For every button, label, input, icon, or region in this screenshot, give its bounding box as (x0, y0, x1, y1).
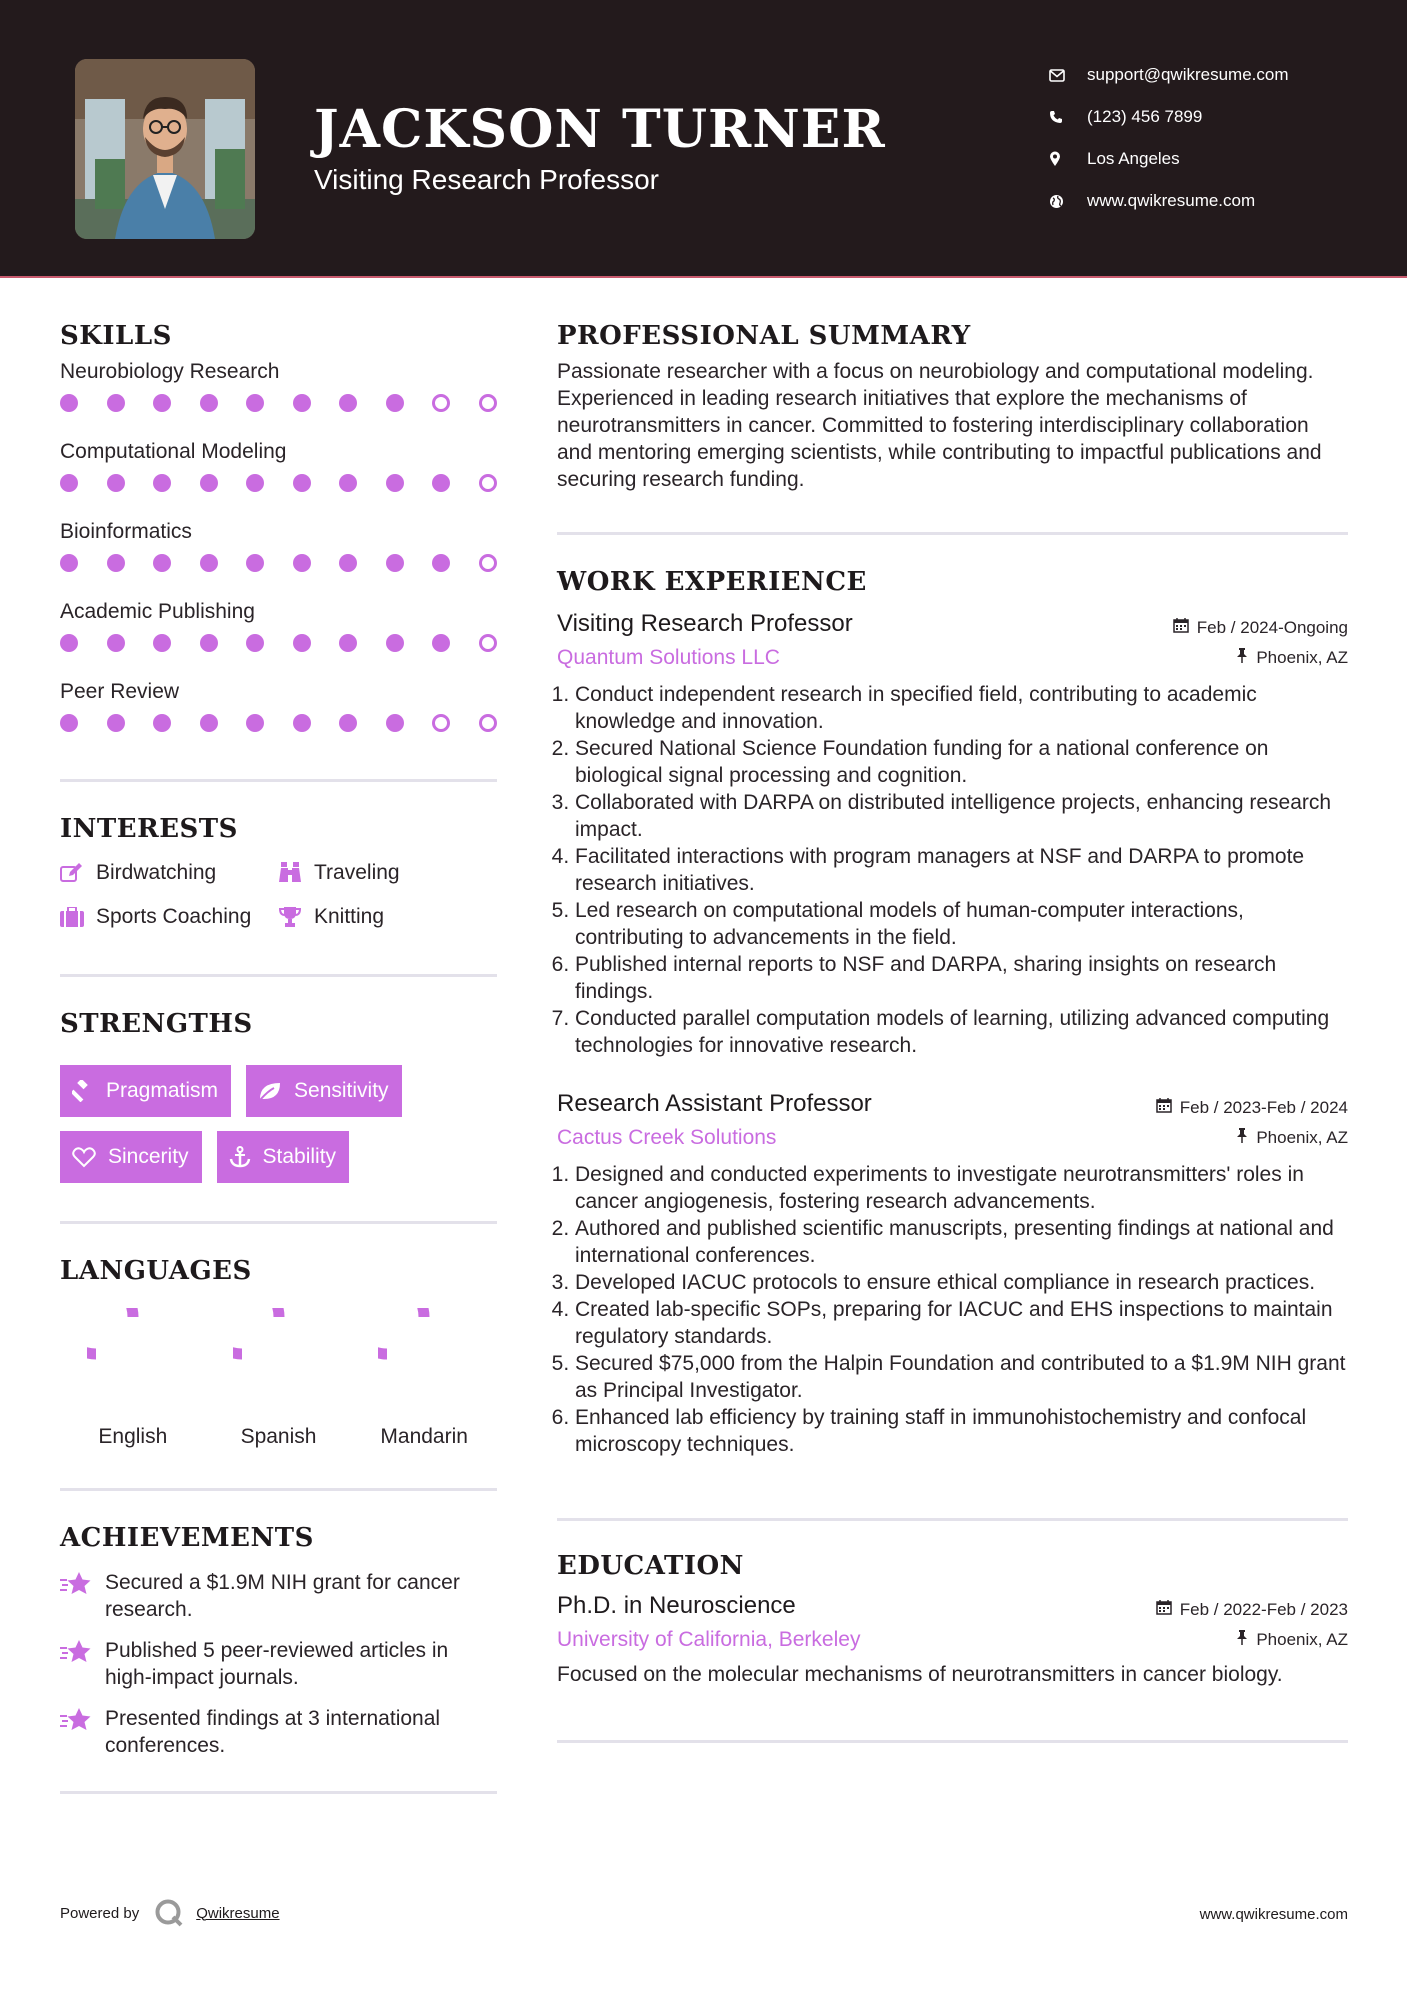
skill-label: Academic Publishing (60, 600, 255, 623)
duty-item: 6. Enhanced lab efficiency by training staff in immunohistochemistry and confocal microscopy techniques. (575, 1404, 1348, 1458)
rating-dot-filled (60, 394, 78, 412)
contact-email[interactable] (1049, 54, 1289, 96)
duty-item: 7. Conducted parallel computation models of learning, utilizing advanced computing technologies for innovative research. (575, 1005, 1348, 1059)
rating-dot-filled (386, 474, 404, 492)
contact-location-text: Los Angeles (1087, 149, 1180, 168)
anchor-icon (229, 1146, 251, 1168)
rating-dot-filled (432, 634, 450, 652)
rating-dot-empty (432, 394, 450, 412)
candidate-name: JACKSON TURNER (314, 99, 886, 160)
achievement-item (60, 1705, 497, 1759)
rating-dot-filled (293, 394, 311, 412)
skill-item (60, 599, 497, 673)
languages-section (60, 1254, 497, 1450)
globe-icon (1049, 194, 1087, 209)
language-level-ring (378, 1308, 470, 1400)
language-level-ring (233, 1308, 325, 1400)
left-column (60, 300, 497, 1794)
strengths-heading: STRENGTHS (60, 1009, 253, 1039)
strengths-list (60, 1065, 497, 1183)
briefcase-icon (60, 907, 96, 927)
skill-rating (60, 634, 497, 652)
rating-dot-filled (339, 474, 357, 492)
achievement-item (60, 1637, 497, 1691)
strength-label: Sensitivity (294, 1079, 389, 1102)
rating-dot-empty (479, 634, 497, 652)
achievement-text: Presented findings at 3 international conferences. (105, 1707, 441, 1757)
envelope-icon (1049, 69, 1087, 82)
rating-dot-filled (153, 554, 171, 572)
language-label: Spanish (240, 1425, 317, 1448)
rating-dot-filled (293, 634, 311, 652)
duty-item: 1. Designed and conducted experiments to investigate neurotransmitters' roles in cancer angiogenesis, fostering research advancements. (575, 1161, 1348, 1215)
rating-dot-filled (339, 714, 357, 732)
gavel-icon (72, 1080, 94, 1102)
star-badge-icon (60, 1705, 105, 1759)
strength-chip (60, 1065, 231, 1117)
pushpin-icon (1236, 648, 1248, 668)
rating-dot-filled (153, 474, 171, 492)
skill-item (60, 679, 497, 753)
summary-heading: PROFESSIONAL SUMMARY (557, 321, 971, 351)
achievement-text: Secured a $1.9M NIH grant for cancer research. (105, 1571, 460, 1621)
rating-dot-filled (107, 474, 125, 492)
achievements-list (60, 1569, 497, 1759)
education-section (557, 1549, 1348, 1688)
skill-rating (60, 474, 497, 492)
rating-dot-filled (60, 634, 78, 652)
rating-dot-filled (60, 554, 78, 572)
leaf-icon (258, 1081, 282, 1101)
summary-section (557, 319, 1348, 493)
job-duties (557, 681, 1348, 1059)
education-degree: Ph.D. in Neuroscience (557, 1592, 796, 1619)
job-role: Research Assistant Professor (557, 1090, 872, 1117)
section-divider (557, 1740, 1348, 1743)
section-divider (557, 1518, 1348, 1521)
job-entry (557, 1089, 1348, 1458)
rating-dot-filled (386, 714, 404, 732)
strength-chip (217, 1131, 350, 1183)
candidate-title: Visiting Research Professor (314, 164, 659, 195)
pushpin-icon (1236, 1630, 1248, 1650)
rating-dot-filled (339, 394, 357, 412)
education-school: University of California, Berkeley (557, 1628, 861, 1651)
experience-section (557, 565, 1348, 1458)
experience-heading: WORK EXPERIENCE (557, 567, 867, 597)
section-divider (60, 974, 497, 977)
skill-label: Computational Modeling (60, 440, 287, 463)
interest-item (278, 860, 478, 886)
pushpin-icon (1236, 1128, 1248, 1148)
rating-dot-filled (200, 394, 218, 412)
strengths-section (60, 1007, 497, 1183)
achievements-section (60, 1521, 497, 1759)
rating-dot-filled (153, 394, 171, 412)
education-dates: Feb / 2022-Feb / 2023 (1179, 1599, 1348, 1619)
interests-list (60, 860, 497, 930)
duty-item: 5. Secured $75,000 from the Halpin Foundation and contributed to a $1.9M NIH grant as Principal Investigator. (575, 1350, 1348, 1404)
rating-dot-filled (339, 554, 357, 572)
trophy-icon (278, 906, 314, 928)
rating-dot-filled (200, 634, 218, 652)
calendar-icon (1156, 1097, 1172, 1118)
language-label: Mandarin (380, 1425, 468, 1448)
rating-dot-empty (479, 474, 497, 492)
duty-item: 2. Secured National Science Foundation funding for a national conference on biological signal processing and cognition. (575, 735, 1348, 789)
rating-dot-filled (60, 714, 78, 732)
right-column (557, 300, 1348, 1743)
phone-icon (1049, 110, 1087, 124)
contact-website-text: www.qwikresume.com (1087, 191, 1256, 210)
interest-label: Sports Coaching (96, 905, 252, 928)
skill-label: Bioinformatics (60, 520, 192, 543)
contact-email-text: support@qwikresume.com (1087, 65, 1289, 84)
rating-dot-filled (107, 634, 125, 652)
contact-list (1049, 54, 1289, 222)
rating-dot-filled (246, 714, 264, 732)
duty-item: 5. Led research on computational models of human-computer interactions, contributing to advancements in the field. (575, 897, 1348, 951)
section-divider (60, 1791, 497, 1794)
skill-label: Neurobiology Research (60, 360, 280, 383)
rating-dot-filled (107, 394, 125, 412)
language-level-ring (87, 1308, 179, 1400)
rating-dot-filled (432, 554, 450, 572)
skill-item (60, 359, 497, 433)
duty-item: 3. Collaborated with DARPA on distributed intelligence projects, enhancing research impact. (575, 789, 1348, 843)
education-location: Phoenix, AZ (1256, 1630, 1348, 1649)
rating-dot-filled (246, 474, 264, 492)
contact-phone-text: (123) 456 7899 (1087, 107, 1203, 126)
qwikresume-logo-icon (154, 1898, 184, 1928)
rating-dot-filled (386, 634, 404, 652)
rating-dot-filled (246, 394, 264, 412)
duty-item: 4. Created lab-specific SOPs, preparing for IACUC and EHS inspections to maintain regulatory standards. (575, 1296, 1348, 1350)
interest-item (60, 904, 278, 930)
language-label: English (98, 1425, 168, 1448)
skills-heading: SKILLS (60, 321, 172, 351)
skill-rating (60, 394, 497, 412)
interest-item (60, 860, 278, 886)
language-item (351, 1308, 497, 1450)
interests-heading: INTERESTS (60, 814, 238, 844)
qwikresume-link[interactable]: Qwikresume (196, 1904, 280, 1922)
resume-header (0, 0, 1407, 276)
contact-phone[interactable] (1049, 96, 1289, 138)
job-dates: Feb / 2024-Ongoing (1196, 617, 1348, 637)
rating-dot-empty (432, 714, 450, 732)
duty-item: 4. Facilitated interactions with program managers at NSF and DARPA to promote research initiatives. (575, 843, 1348, 897)
rating-dot-filled (432, 474, 450, 492)
rating-dot-filled (153, 714, 171, 732)
interest-label: Knitting (314, 905, 385, 928)
education-entry (557, 1591, 1348, 1688)
strength-label: Pragmatism (106, 1079, 219, 1102)
rating-dot-filled (293, 714, 311, 732)
job-company: Quantum Solutions LLC (557, 646, 780, 669)
job-company: Cactus Creek Solutions (557, 1126, 777, 1149)
job-role: Visiting Research Professor (557, 610, 853, 637)
language-item (206, 1308, 352, 1450)
job-duties (557, 1161, 1348, 1458)
job-location: Phoenix, AZ (1256, 648, 1348, 667)
rating-dot-empty (479, 714, 497, 732)
duty-item: 2. Authored and published scientific manuscripts, presenting findings at national and international conferences. (575, 1215, 1348, 1269)
rating-dot-filled (200, 554, 218, 572)
section-divider (557, 532, 1348, 535)
rating-dot-filled (246, 554, 264, 572)
strength-chip (60, 1131, 202, 1183)
skill-label: Peer Review (60, 680, 180, 703)
contact-website[interactable] (1049, 180, 1289, 222)
achievement-item (60, 1569, 497, 1623)
duty-item: 1. Conduct independent research in specified field, contributing to academic knowledge and innovation. (575, 681, 1348, 735)
star-badge-icon (60, 1569, 105, 1623)
job-entry (557, 609, 1348, 1059)
rating-dot-empty (479, 394, 497, 412)
interests-section (60, 812, 497, 930)
rating-dot-filled (200, 714, 218, 732)
rating-dot-filled (386, 394, 404, 412)
powered-by-label: Powered by (60, 1904, 140, 1922)
calendar-icon (1173, 617, 1189, 638)
section-divider (60, 779, 497, 782)
calendar-icon (1156, 1599, 1172, 1620)
profile-photo (75, 59, 255, 239)
skill-rating (60, 554, 497, 572)
rating-dot-filled (293, 474, 311, 492)
interest-label: Birdwatching (96, 861, 217, 884)
strength-chip (246, 1065, 402, 1117)
interest-item (278, 904, 478, 930)
strength-label: Stability (262, 1145, 337, 1168)
achievements-heading: ACHIEVEMENTS (60, 1523, 314, 1553)
header-accent-line (0, 276, 1407, 278)
interest-label: Traveling (314, 861, 400, 884)
rating-dot-filled (293, 554, 311, 572)
strength-label: Sincerity (108, 1145, 189, 1168)
languages-heading: LANGUAGES (60, 1256, 252, 1286)
summary-text: Passionate researcher with a focus on neurobiology and computational modeling. Experienced in leading research initiatives that explore the mechanisms of neurotransmitters in cancer. Committed to fostering interdisciplinary collaboration and mentoring emerging scientists, while contributing to impactful publications and securing research funding. (557, 360, 1322, 491)
languages-list (60, 1308, 497, 1450)
rating-dot-filled (107, 554, 125, 572)
rating-dot-filled (200, 474, 218, 492)
skill-item (60, 519, 497, 593)
duty-item: 3. Developed IACUC protocols to ensure ethical compliance in research practices. (575, 1269, 1348, 1296)
language-item (60, 1308, 206, 1450)
rating-dot-filled (60, 474, 78, 492)
education-heading: EDUCATION (557, 1551, 744, 1581)
rating-dot-filled (153, 634, 171, 652)
heart-icon (72, 1147, 96, 1168)
star-badge-icon (60, 1637, 105, 1691)
footer-branding (60, 1898, 280, 1928)
binoculars-icon (278, 862, 314, 884)
rating-dot-filled (246, 634, 264, 652)
rating-dot-filled (386, 554, 404, 572)
rating-dot-empty (479, 554, 497, 572)
footer-website[interactable]: www.qwikresume.com (1199, 1906, 1348, 1923)
section-divider (60, 1488, 497, 1491)
education-description: Focused on the molecular mechanisms of neurotransmitters in cancer biology. (557, 1663, 1283, 1686)
rating-dot-filled (107, 714, 125, 732)
contact-location (1049, 138, 1289, 180)
section-divider (60, 1221, 497, 1224)
skills-section (60, 319, 497, 753)
job-location: Phoenix, AZ (1256, 1128, 1348, 1147)
achievement-text: Published 5 peer-reviewed articles in high-impact journals. (105, 1639, 449, 1689)
pencil-edit-icon (60, 863, 96, 883)
job-dates: Feb / 2023-Feb / 2024 (1179, 1097, 1348, 1117)
map-pin-icon (1049, 151, 1087, 167)
skill-rating (60, 714, 497, 732)
duty-item: 6. Published internal reports to NSF and DARPA, sharing insights on research findings. (575, 951, 1348, 1005)
skills-list (60, 359, 497, 753)
skill-item (60, 439, 497, 513)
rating-dot-filled (339, 634, 357, 652)
